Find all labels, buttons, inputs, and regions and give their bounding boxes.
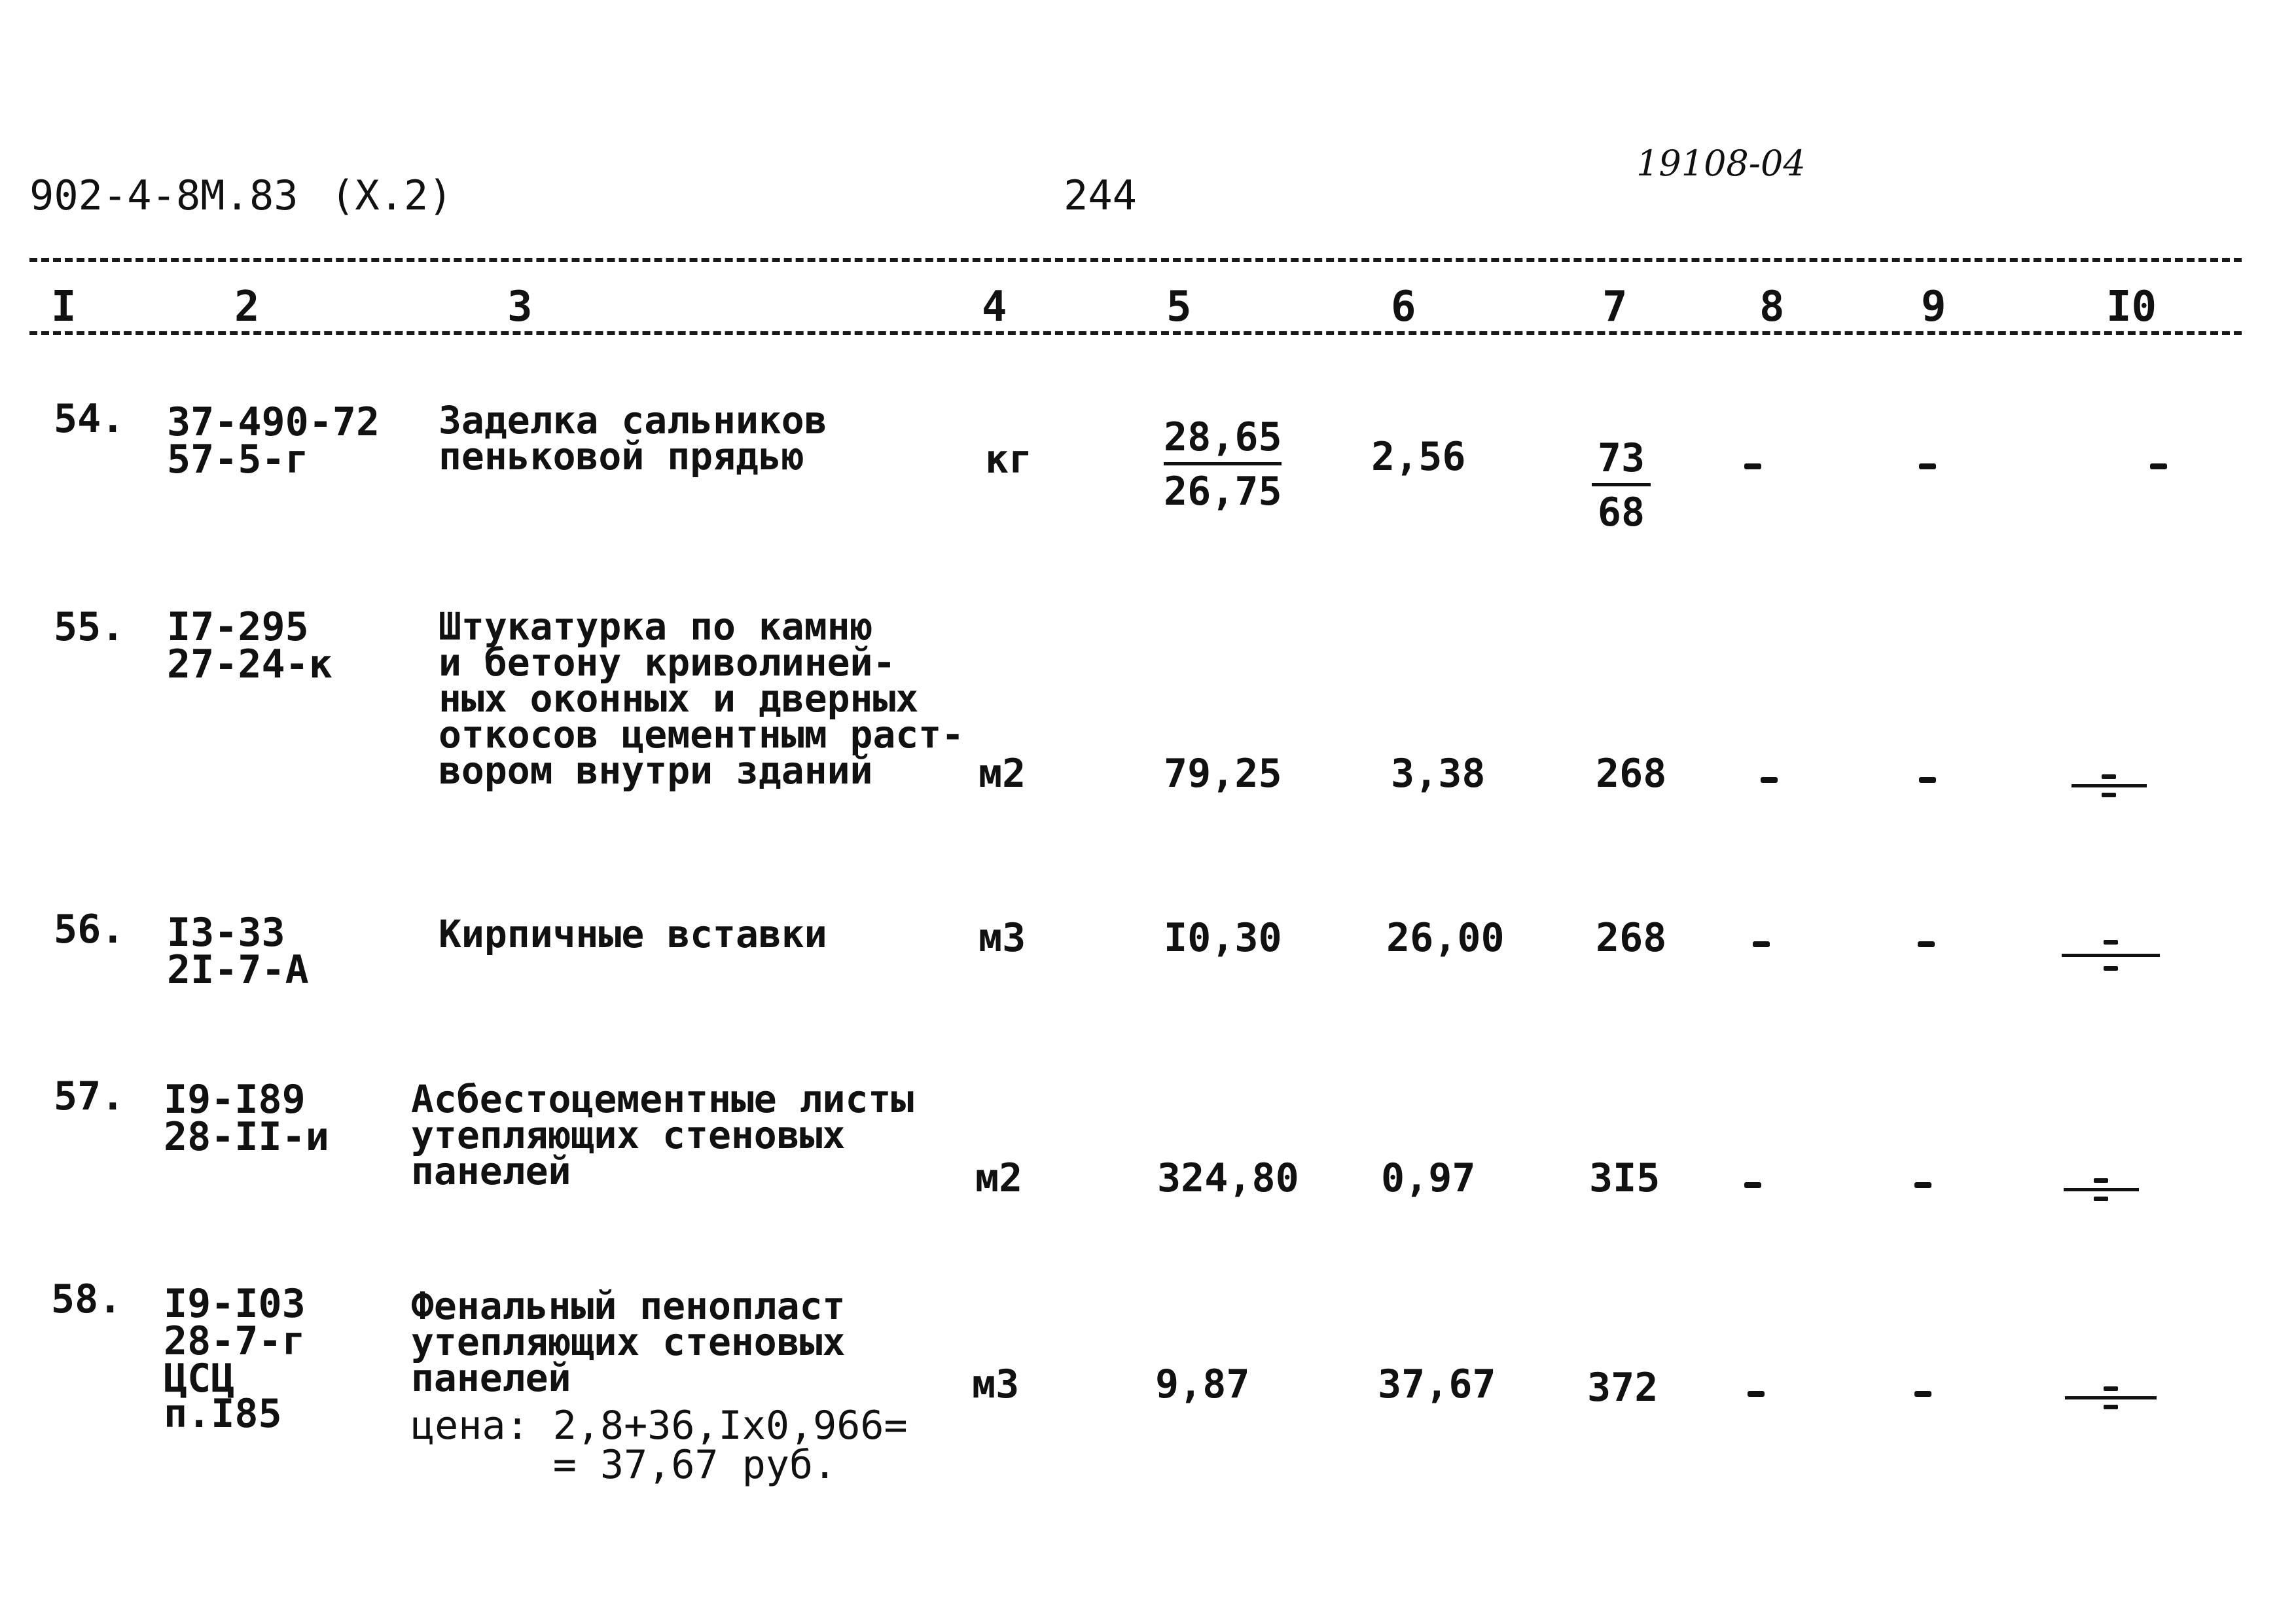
- row-unit: м2: [978, 751, 1026, 797]
- row-code: п.I85: [164, 1391, 282, 1437]
- row-description-line: откосов цементным раст-: [439, 712, 965, 757]
- empty-cell-dash: [1744, 463, 1761, 469]
- row-code: 57-5-г: [167, 437, 309, 482]
- quantity-bottom: 26,75: [1164, 469, 1282, 514]
- row-code: 28-II-и: [164, 1114, 329, 1160]
- column-number-7: 7: [1602, 283, 1628, 331]
- row-description-line: вором внутри зданий: [439, 748, 873, 793]
- empty-cell-dash: [2150, 463, 2167, 469]
- column-number-5: 5: [1166, 283, 1192, 331]
- document-code: 902-4-8М.83: [29, 171, 298, 219]
- row-description-line: и бетону криволиней-: [439, 640, 896, 685]
- row-number: 55.: [54, 604, 125, 650]
- empty-cell-dash: [1753, 941, 1770, 947]
- row-total-fraction: [1592, 435, 1651, 535]
- empty-cell-dash: [1914, 1182, 1931, 1188]
- row-total: 268: [1596, 751, 1667, 797]
- row-description-line: Фенальный пенопласт: [411, 1284, 846, 1328]
- price-note-line: цена: 2,8+36,Iх0,966=: [411, 1403, 908, 1449]
- row-number: 58.: [51, 1276, 122, 1322]
- header-rule-bottom: [29, 331, 2242, 335]
- row-description-line: утепляющих стеновых: [411, 1320, 846, 1364]
- row-description-line: Заделка сальников: [439, 398, 827, 442]
- row-unit: м2: [975, 1155, 1023, 1201]
- page-number: 244: [1064, 171, 1137, 219]
- header-rule-top: [29, 258, 2242, 262]
- total-bottom: 68: [1597, 490, 1645, 535]
- row-code: 2I-7-А: [167, 947, 309, 993]
- empty-cell-dash: [1918, 941, 1935, 947]
- row-code: 27-24-к: [167, 641, 332, 687]
- row-unit: м3: [978, 915, 1026, 961]
- row-code: I7-295: [167, 604, 309, 650]
- row-description-line: Асбестоцементные листы: [411, 1077, 914, 1121]
- row-number: 57.: [54, 1074, 125, 1119]
- empty-cell-dash: [1919, 463, 1936, 469]
- column-number-8: 8: [1759, 283, 1785, 331]
- row-price: 3,38: [1391, 751, 1486, 797]
- row-code: I9-I89: [164, 1077, 306, 1123]
- column-number-10: I0: [2106, 283, 2157, 331]
- row-quantity: 9,87: [1155, 1362, 1250, 1407]
- row-total: 268: [1596, 915, 1667, 961]
- row-code: 28-7-г: [164, 1318, 306, 1364]
- row-code: I9-I03: [164, 1281, 306, 1327]
- row-quantity-fraction: [1164, 414, 1282, 514]
- row-description-line: пеньковой прядью: [439, 434, 804, 478]
- row-total: 3I5: [1589, 1155, 1660, 1201]
- row-description-line: утепляющих стеновых: [411, 1113, 846, 1157]
- empty-cell-dash: [1748, 1391, 1765, 1397]
- row-price: 2,56: [1371, 434, 1466, 480]
- column-number-6: 6: [1391, 283, 1416, 331]
- row-number: 54.: [54, 396, 125, 442]
- column-number-4: 4: [982, 283, 1007, 331]
- row-number: 56.: [54, 907, 125, 952]
- row-quantity: 324,80: [1157, 1155, 1299, 1201]
- column-number-9: 9: [1921, 283, 1946, 331]
- row-description-line: панелей: [411, 1356, 571, 1400]
- row-quantity: 79,25: [1164, 751, 1282, 797]
- row-description-line: ных оконных и дверных: [439, 676, 919, 721]
- row-price: 26,00: [1386, 915, 1505, 961]
- document-section: (Х.2): [331, 171, 453, 219]
- price-note-line: = 37,67 руб.: [411, 1442, 837, 1488]
- row-price: 0,97: [1381, 1155, 1476, 1201]
- column-number-1: I: [51, 283, 77, 331]
- row-description-line: Штукатурка по камню: [439, 604, 873, 649]
- row-code: ЦСЦ: [164, 1356, 235, 1401]
- column-number-2: 2: [234, 283, 260, 331]
- row-total: 372: [1587, 1365, 1659, 1411]
- row-unit: м3: [972, 1362, 1020, 1407]
- quantity-top: 28,65: [1164, 418, 1282, 465]
- row-description-line: Кирпичные вставки: [439, 912, 827, 956]
- row-code: I3-33: [167, 910, 285, 956]
- empty-cell-fraction-mark: [2070, 774, 2148, 797]
- empty-cell-dash: [1761, 777, 1778, 783]
- empty-cell-dash: [1919, 777, 1936, 783]
- empty-cell-fraction-mark: [2062, 1386, 2160, 1409]
- row-quantity: I0,30: [1164, 915, 1282, 961]
- empty-cell-fraction-mark: [2058, 940, 2163, 971]
- row-description-line: панелей: [411, 1149, 571, 1193]
- row-price: 37,67: [1378, 1362, 1496, 1407]
- empty-cell-fraction-mark: [2062, 1178, 2140, 1201]
- empty-cell-dash: [1914, 1391, 1931, 1397]
- column-number-3: 3: [507, 283, 533, 331]
- handwritten-note: 19108-04: [1636, 143, 1806, 184]
- row-unit: кг: [985, 437, 1033, 482]
- empty-cell-dash: [1744, 1182, 1761, 1188]
- row-code: 37-490-72: [167, 399, 380, 445]
- total-top: 73: [1592, 439, 1651, 486]
